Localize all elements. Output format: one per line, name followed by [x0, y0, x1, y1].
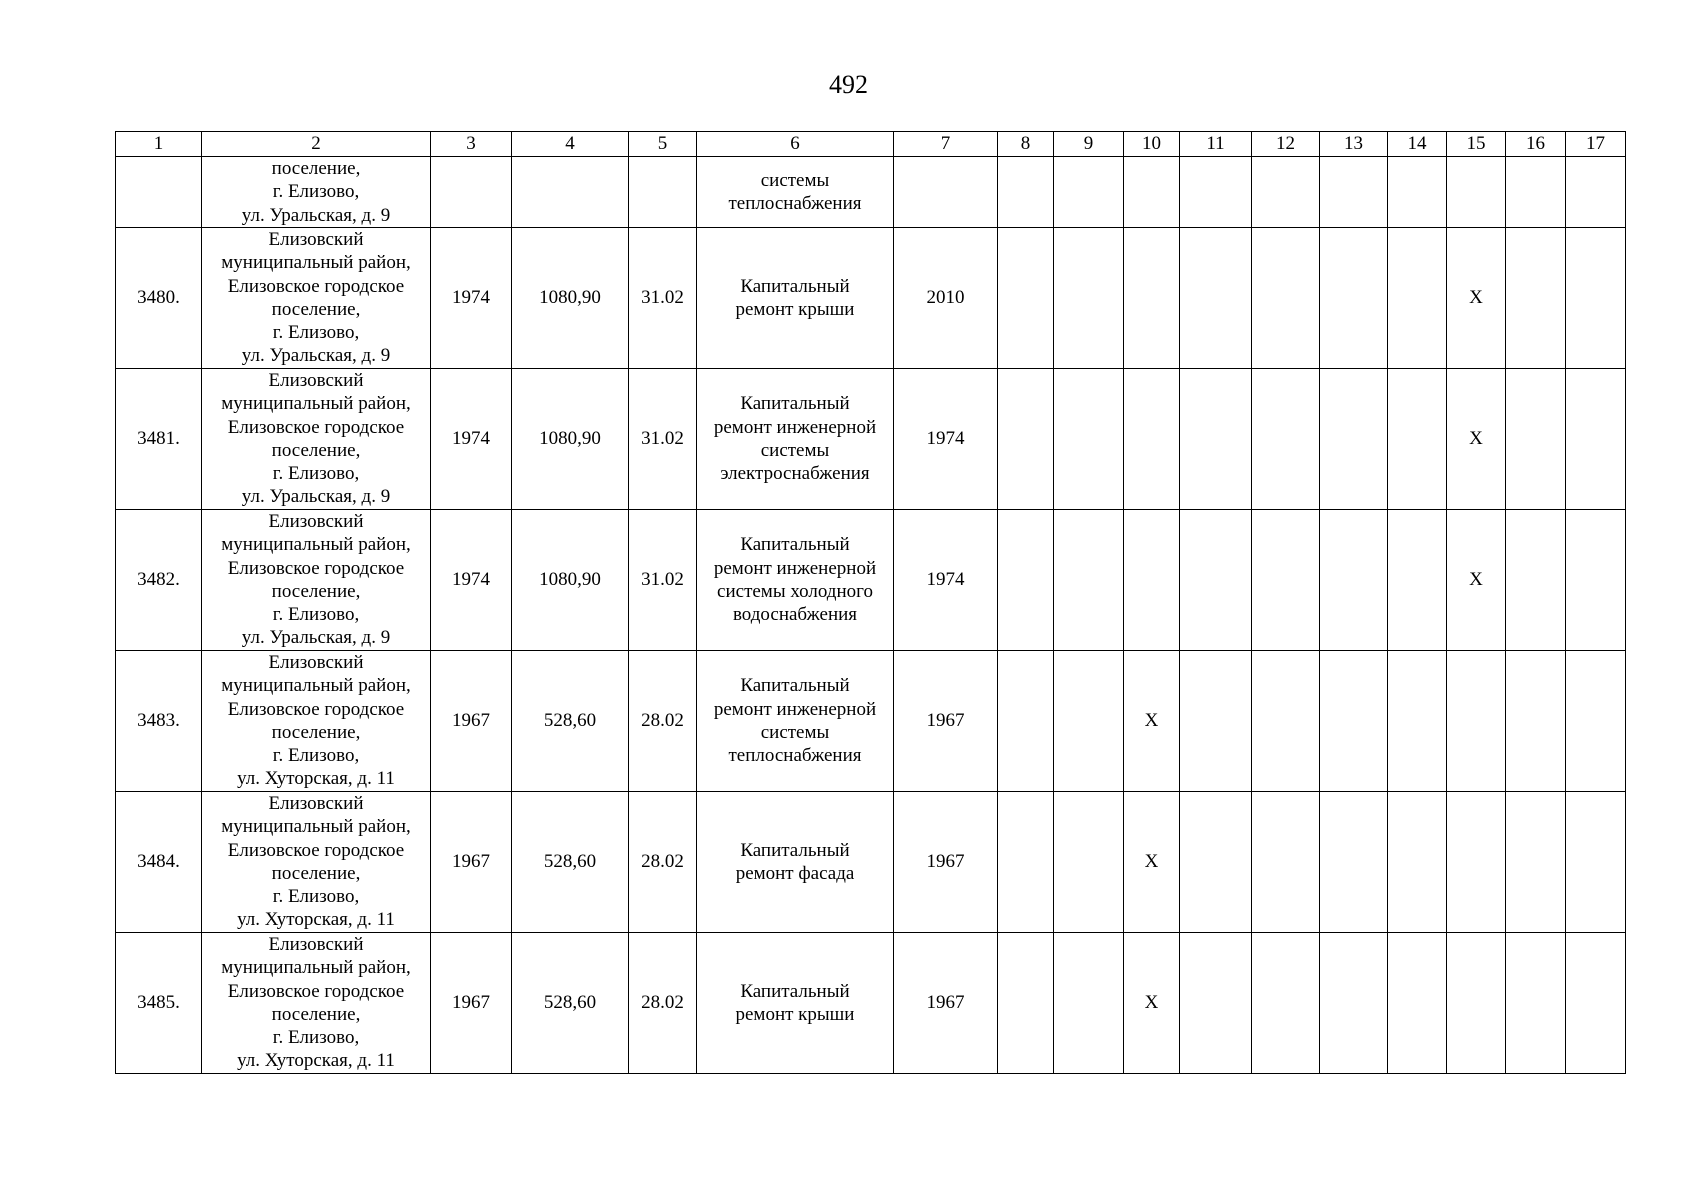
- period-mark-cell: [1180, 368, 1252, 509]
- build-year-cell: 1967: [431, 650, 512, 791]
- column-header: 8: [998, 132, 1054, 157]
- period-mark-cell: [1506, 650, 1566, 791]
- period-mark-cell: X: [1124, 932, 1180, 1073]
- period-mark-cell: X: [1124, 791, 1180, 932]
- period-mark-cell: [1388, 932, 1447, 1073]
- last-repair-year-cell: 2010: [894, 227, 998, 368]
- code-cell: 31.02: [629, 368, 697, 509]
- header-row: [116, 132, 1626, 157]
- last-repair-year-cell: 1974: [894, 509, 998, 650]
- period-mark-cell: [1054, 157, 1124, 228]
- period-mark-cell: [1320, 227, 1388, 368]
- period-mark-cell: [1252, 157, 1320, 228]
- work-type-cell: Капитальный ремонт инженерной системы теплоснабжения: [697, 650, 894, 791]
- row-number-cell: 3484.: [116, 791, 202, 932]
- work-type-cell: Капитальный ремонт крыши: [697, 932, 894, 1073]
- period-mark-cell: [1388, 650, 1447, 791]
- row-number-cell: 3481.: [116, 368, 202, 509]
- area-cell: 1080,90: [512, 368, 629, 509]
- address-cell: Елизовский муниципальный район, Елизовское городское поселение, г. Елизово, ул. Хуторская, д. 11: [202, 791, 431, 932]
- table-row: [116, 227, 1626, 368]
- row-number-cell: 3480.: [116, 227, 202, 368]
- period-mark-cell: [1566, 368, 1626, 509]
- address-cell: Елизовский муниципальный район, Елизовское городское поселение, г. Елизово, ул. Уральская, д. 9: [202, 509, 431, 650]
- work-type-cell: Капитальный ремонт инженерной системы электроснабжения: [697, 368, 894, 509]
- period-mark-cell: [1388, 509, 1447, 650]
- column-header: 17: [1566, 132, 1626, 157]
- period-mark-cell: X: [1447, 509, 1506, 650]
- column-header: 10: [1124, 132, 1180, 157]
- column-header: 2: [202, 132, 431, 157]
- period-mark-cell: [1054, 509, 1124, 650]
- period-mark-cell: [1447, 650, 1506, 791]
- code-cell: 28.02: [629, 650, 697, 791]
- column-header: 16: [1506, 132, 1566, 157]
- period-mark-cell: [1054, 368, 1124, 509]
- period-mark-cell: [1180, 650, 1252, 791]
- column-header: 4: [512, 132, 629, 157]
- build-year-cell: 1967: [431, 932, 512, 1073]
- last-repair-year-cell: 1967: [894, 650, 998, 791]
- period-mark-cell: [1566, 227, 1626, 368]
- period-mark-cell: [1320, 368, 1388, 509]
- period-mark-cell: [1320, 509, 1388, 650]
- work-type-cell: Капитальный ремонт крыши: [697, 227, 894, 368]
- address-cell: Елизовский муниципальный район, Елизовское городское поселение, г. Елизово, ул. Уральская, д. 9: [202, 368, 431, 509]
- page-number: 492: [829, 70, 868, 99]
- row-number-cell: 3482.: [116, 509, 202, 650]
- period-mark-cell: [1320, 157, 1388, 228]
- column-header: 1: [116, 132, 202, 157]
- table-row: [116, 157, 1626, 228]
- period-mark-cell: X: [1447, 227, 1506, 368]
- period-mark-cell: X: [1124, 650, 1180, 791]
- period-mark-cell: [1447, 932, 1506, 1073]
- table-row: [116, 368, 1626, 509]
- column-header: 13: [1320, 132, 1388, 157]
- period-mark-cell: [1252, 791, 1320, 932]
- period-mark-cell: [1180, 157, 1252, 228]
- address-cell: Елизовский муниципальный район, Елизовское городское поселение, г. Елизово, ул. Хуторская, д. 11: [202, 650, 431, 791]
- code-cell: [629, 157, 697, 228]
- period-mark-cell: [1054, 791, 1124, 932]
- period-mark-cell: [998, 368, 1054, 509]
- period-mark-cell: [1566, 509, 1626, 650]
- column-header: 11: [1180, 132, 1252, 157]
- period-mark-cell: [1447, 791, 1506, 932]
- period-mark-cell: [1124, 368, 1180, 509]
- code-cell: 31.02: [629, 509, 697, 650]
- build-year-cell: 1974: [431, 227, 512, 368]
- period-mark-cell: [1252, 650, 1320, 791]
- period-mark-cell: [1124, 509, 1180, 650]
- column-header: 7: [894, 132, 998, 157]
- address-cell: Елизовский муниципальный район, Елизовское городское поселение, г. Елизово, ул. Уральская, д. 9: [202, 227, 431, 368]
- area-cell: 1080,90: [512, 509, 629, 650]
- period-mark-cell: X: [1447, 368, 1506, 509]
- column-header: 12: [1252, 132, 1320, 157]
- build-year-cell: [431, 157, 512, 228]
- column-header: 14: [1388, 132, 1447, 157]
- period-mark-cell: [1124, 157, 1180, 228]
- area-cell: 528,60: [512, 932, 629, 1073]
- period-mark-cell: [1506, 227, 1566, 368]
- table-row: [116, 932, 1626, 1073]
- work-type-cell: Капитальный ремонт инженерной системы холодного водоснабжения: [697, 509, 894, 650]
- period-mark-cell: [1506, 157, 1566, 228]
- period-mark-cell: [1054, 227, 1124, 368]
- table-row: [116, 509, 1626, 650]
- row-number-cell: 3483.: [116, 650, 202, 791]
- work-type-cell: Капитальный ремонт фасада: [697, 791, 894, 932]
- period-mark-cell: [1252, 932, 1320, 1073]
- period-mark-cell: [1180, 791, 1252, 932]
- column-header: 15: [1447, 132, 1506, 157]
- period-mark-cell: [1506, 932, 1566, 1073]
- period-mark-cell: [1180, 509, 1252, 650]
- area-cell: [512, 157, 629, 228]
- register-table: [115, 131, 1626, 1074]
- column-header: 9: [1054, 132, 1124, 157]
- area-cell: 1080,90: [512, 227, 629, 368]
- period-mark-cell: [1388, 227, 1447, 368]
- column-header: 6: [697, 132, 894, 157]
- period-mark-cell: [1320, 932, 1388, 1073]
- period-mark-cell: [1388, 157, 1447, 228]
- period-mark-cell: [1447, 157, 1506, 228]
- code-cell: 31.02: [629, 227, 697, 368]
- last-repair-year-cell: [894, 157, 998, 228]
- address-cell: Елизовский муниципальный район, Елизовское городское поселение, г. Елизово, ул. Хуторская, д. 11: [202, 932, 431, 1073]
- code-cell: 28.02: [629, 791, 697, 932]
- build-year-cell: 1974: [431, 368, 512, 509]
- build-year-cell: 1974: [431, 509, 512, 650]
- period-mark-cell: [1506, 791, 1566, 932]
- period-mark-cell: [1252, 368, 1320, 509]
- period-mark-cell: [1320, 650, 1388, 791]
- table-row: [116, 791, 1626, 932]
- period-mark-cell: [1054, 650, 1124, 791]
- period-mark-cell: [1506, 509, 1566, 650]
- area-cell: 528,60: [512, 650, 629, 791]
- row-number-cell: [116, 157, 202, 228]
- address-cell: поселение, г. Елизово, ул. Уральская, д. 9: [202, 157, 431, 228]
- period-mark-cell: [1388, 368, 1447, 509]
- code-cell: 28.02: [629, 932, 697, 1073]
- period-mark-cell: [998, 227, 1054, 368]
- period-mark-cell: [1124, 227, 1180, 368]
- last-repair-year-cell: 1974: [894, 368, 998, 509]
- period-mark-cell: [1252, 227, 1320, 368]
- area-cell: 528,60: [512, 791, 629, 932]
- period-mark-cell: [1054, 932, 1124, 1073]
- period-mark-cell: [1566, 932, 1626, 1073]
- last-repair-year-cell: 1967: [894, 791, 998, 932]
- row-number-cell: 3485.: [116, 932, 202, 1073]
- period-mark-cell: [998, 650, 1054, 791]
- work-type-cell: системы теплоснабжения: [697, 157, 894, 228]
- period-mark-cell: [1388, 791, 1447, 932]
- period-mark-cell: [998, 509, 1054, 650]
- period-mark-cell: [1566, 157, 1626, 228]
- period-mark-cell: [1566, 791, 1626, 932]
- period-mark-cell: [998, 932, 1054, 1073]
- period-mark-cell: [1180, 227, 1252, 368]
- period-mark-cell: [1320, 791, 1388, 932]
- period-mark-cell: [1506, 368, 1566, 509]
- period-mark-cell: [1180, 932, 1252, 1073]
- column-header: 3: [431, 132, 512, 157]
- period-mark-cell: [998, 791, 1054, 932]
- column-header: 5: [629, 132, 697, 157]
- last-repair-year-cell: 1967: [894, 932, 998, 1073]
- period-mark-cell: [1252, 509, 1320, 650]
- table-row: [116, 650, 1626, 791]
- build-year-cell: 1967: [431, 791, 512, 932]
- period-mark-cell: [1566, 650, 1626, 791]
- period-mark-cell: [998, 157, 1054, 228]
